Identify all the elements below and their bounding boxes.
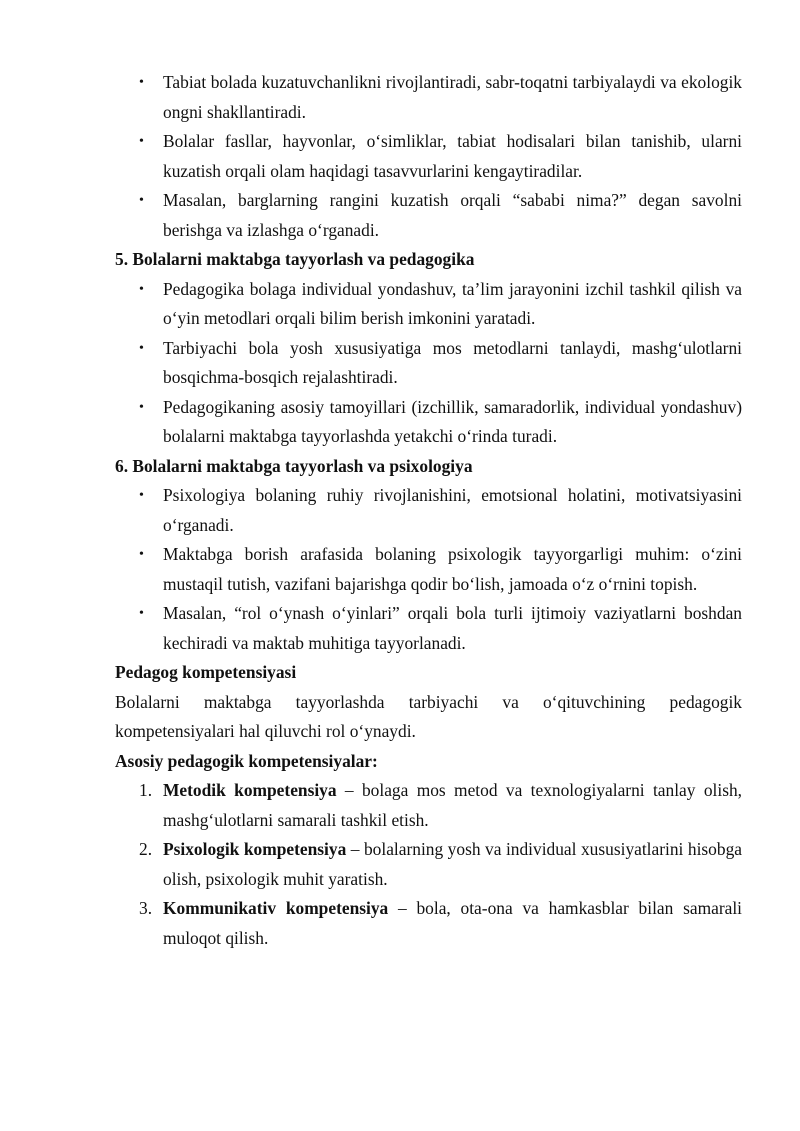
list-item [115, 894, 742, 953]
bullet-icon: • [139, 547, 144, 562]
competence-paragraph: Bolalarni maktabga tayyorlashda tarbiyachi va o‘qituvchining pedagogik kompetensiyalari hal qiluvchi rol o‘ynaydi. [115, 691, 742, 741]
competence-term: Psixologik kompetensiya [163, 839, 347, 859]
section4-bullet-list [115, 68, 742, 245]
list-number: 2. [139, 839, 153, 859]
list-item: • Pedagogika bolaga individual yondashuv, ta’lim jarayonini izchil tashkil qilish va o‘yin metodlari orqali bilim berish imkonini yaratadi. [115, 275, 742, 334]
competence-term: Kommunikativ kompetensiya [163, 898, 389, 918]
competence-numbered-list [115, 776, 742, 953]
section6-heading: 6. Bolalarni maktabga tayyorlash va psixologiya [115, 455, 473, 476]
section5-bullet-list [115, 275, 742, 452]
bullet-icon: • [139, 193, 144, 208]
list-item: • Bolalar fasllar, hayvonlar, o‘simliklar, tabiat hodisalari bilan tanishib, ularni kuzatish orqali olam haqidagi tasavvurlarini kengaytiradilar. [115, 127, 742, 186]
list-item: • Pedagogikaning asosiy tamoyillari (izchillik, samaradorlik, individual yondashuv) bolalarni maktabga tayyorlashda yetakchi o‘rinda turadi. [115, 393, 742, 452]
list-item: • Tabiat bolada kuzatuvchanlikni rivojlantiradi, sabr-toqatni tarbiyalaydi va ekologik ongni shakllantiradi. [115, 68, 742, 127]
document-page [115, 68, 742, 953]
bullet-icon: • [139, 281, 144, 297]
competence-description: – bolaga mos metod va texnologiyalarni tanlay olish, mashg‘ulotlarni samarali tashkil etish. [163, 780, 742, 830]
competence-description: – bola, ota-ona va hamkasblar bilan samarali muloqot qilish. [163, 898, 742, 948]
competence-subheading: Asosiy pedagogik kompetensiyalar: [115, 750, 378, 771]
list-item: • Masalan, “rol o‘ynash o‘yinlari” orqali bola turli ijtimoiy vaziyatlarni boshdan kechiradi va maktab muhitiga tayyorlanadi. [115, 599, 742, 658]
bullet-icon: • [139, 488, 144, 503]
list-item [115, 835, 742, 894]
list-number: 3. [139, 898, 153, 918]
section5-heading: 5. Bolalarni maktabga tayyorlash va pedagogika [115, 249, 475, 269]
bullet-icon: • [139, 340, 144, 356]
bullet-icon: • [139, 134, 144, 149]
list-item: • Maktabga borish arafasida bolaning psixologik tayyorgarligi muhim: o‘zini mustaqil tutish, vazifani bajarishga qodir bo‘lish, jamoada o‘z o‘rnini topish. [115, 540, 742, 599]
list-number: 1. [139, 780, 153, 800]
bullet-icon: • [139, 399, 144, 415]
bullet-icon: • [139, 75, 144, 90]
list-item [115, 776, 742, 835]
competence-term: Metodik kompetensiya [163, 780, 337, 800]
competence-description: – bolalarning yosh va individual xususiyatlarini hisobga olish, psixologik muhit yaratish. [163, 839, 742, 889]
bullet-icon: • [139, 606, 144, 621]
section6-bullet-list [115, 481, 742, 658]
competence-heading: Pedagog kompetensiyasi [115, 662, 297, 682]
list-item: • Psixologiya bolaning ruhiy rivojlanishini, emotsional holatini, motivatsiyasini o‘rganadi. [115, 481, 742, 540]
list-item: • Tarbiyachi bola yosh xususiyatiga mos metodlarni tanlaydi, mashg‘ulotlarni bosqichma-bosqich rejalashtiradi. [115, 334, 742, 393]
list-item: • Masalan, barglarning rangini kuzatish orqali “sababi nima?” degan savolni berishga va izlashga o‘rganadi. [115, 186, 742, 245]
